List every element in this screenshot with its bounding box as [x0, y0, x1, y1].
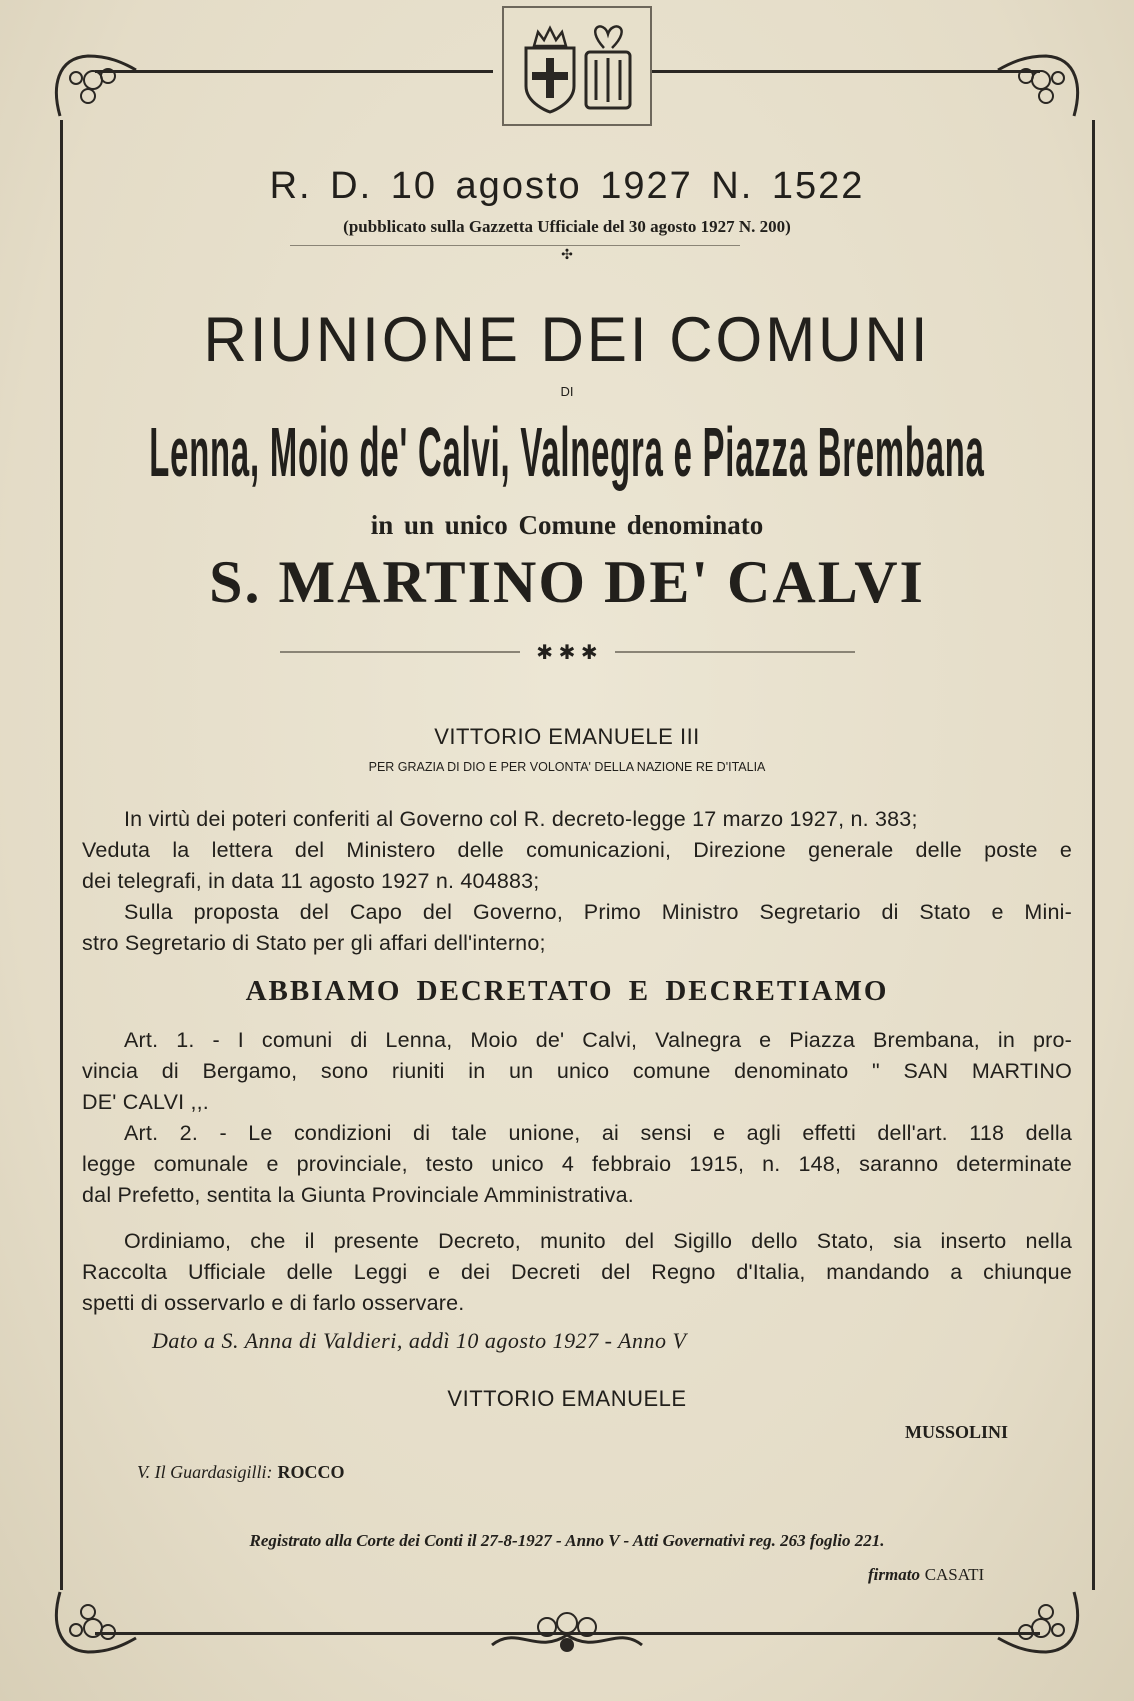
preamble-line: Sulla proposta del Capo del Governo, Primo Ministro Segretario di Stato e Mini- — [124, 900, 1072, 924]
preamble-line: dei telegrafi, in data 11 agosto 1927 n. 404883; — [82, 869, 540, 893]
article-line: dal Prefetto, sentita la Giunta Provinciale Amministrativa. — [82, 1183, 634, 1207]
small-flourish: ✣ — [561, 246, 573, 262]
star-ornament: ✱ ✱ ✱ — [536, 642, 598, 664]
guardasigilli-name: ROCCO — [277, 1462, 345, 1482]
border-top-left — [95, 70, 493, 73]
articles — [82, 1025, 1072, 1211]
decree-heading: ABBIAMO DECRETATO E DECRETIAMO — [245, 975, 889, 1007]
signed-name: CASATI — [924, 1565, 985, 1584]
floral-corner-ornament-icon — [996, 48, 1086, 118]
registration-signed — [868, 1565, 984, 1585]
title-towns: Lenna, Moio de' Calvi, Valnegra e Piazza Brembana — [149, 414, 985, 492]
article-line: Art. 2. - Le condizioni di tale unione, ai sensi e agli effetti dell'art. 118 della — [124, 1121, 1072, 1145]
article-line: legge comunale e provinciale, testo unico 4 febbraio 1915, n. 148, saranno determinate — [82, 1152, 1072, 1176]
article-line: Art. 1. - I comuni di Lenna, Moio de' Calvi, Valnegra e Piazza Brembana, in pro- — [124, 1028, 1072, 1052]
crest-box — [502, 6, 652, 126]
floral-corner-ornament-icon — [996, 1590, 1086, 1660]
savoy-coat-of-arms-icon — [504, 8, 650, 124]
registration-note: Registrato alla Corte dei Conti il 27-8-1927 - Anno V - Atti Governativi reg. 263 foglio 221. — [249, 1531, 885, 1550]
king-style: PER GRAZIA DI DIO E PER VOLONTA' DELLA NAZIONE RE D'ITALIA — [368, 760, 766, 774]
floral-corner-ornament-icon — [48, 1590, 138, 1660]
preamble-line: stro Segretario di Stato per gli affari dell'interno; — [82, 931, 546, 955]
preamble — [82, 804, 1072, 959]
king-signature: VITTORIO EMANUELE — [447, 1386, 687, 1411]
decree-title: R. D. 10 agosto 1927 N. 1522 — [269, 165, 865, 207]
guardasigilli — [137, 1462, 345, 1483]
order — [82, 1226, 1072, 1319]
mussolini-signature: MUSSOLINI — [905, 1422, 1009, 1442]
new-comune-name: S. MARTINO DE' CALVI — [209, 549, 925, 615]
order-line: Ordiniamo, che il presente Decreto, munito del Sigillo dello Stato, sia inserto nella — [124, 1229, 1072, 1253]
publication-note: (pubblicato sulla Gazzetta Ufficiale del 30 agosto 1927 N. 200) — [343, 217, 791, 236]
floral-corner-ornament-icon — [48, 48, 138, 118]
date-line: Dato a S. Anna di Valdieri, addì 10 agosto 1927 - Anno V — [152, 1328, 687, 1353]
preamble-line: In virtù dei poteri conferiti al Governo col R. decreto-legge 17 marzo 1927, n. 383; — [124, 807, 918, 831]
order-line: spetti di osservarlo e di farlo osservare. — [82, 1291, 465, 1315]
article-line: vincia di Bergamo, sono riuniti in un unico comune denominato " SAN MARTINO — [82, 1059, 1072, 1083]
title-line1: RIUNIONE DEI COMUNI — [203, 304, 931, 375]
guardasigilli-label: V. Il Guardasigilli: — [137, 1462, 273, 1482]
title-subtitle: in un unico Comune denominato — [370, 510, 764, 540]
border-top-right — [652, 70, 1040, 73]
article-line: DE' CALVI ,,. — [82, 1090, 209, 1114]
signed-label: firmato — [868, 1565, 920, 1584]
floral-bottom-ornament-icon — [487, 1605, 647, 1665]
preamble-line: Veduta la lettera del Ministero delle comunicazioni, Direzione generale delle poste e — [82, 838, 1072, 862]
order-line: Raccolta Ufficiale delle Leggi e dei Decreti del Regno d'Italia, mandando a chiunque — [82, 1260, 1072, 1284]
king-name: VITTORIO EMANUELE III — [434, 724, 700, 749]
title-di: DI — [560, 384, 574, 399]
